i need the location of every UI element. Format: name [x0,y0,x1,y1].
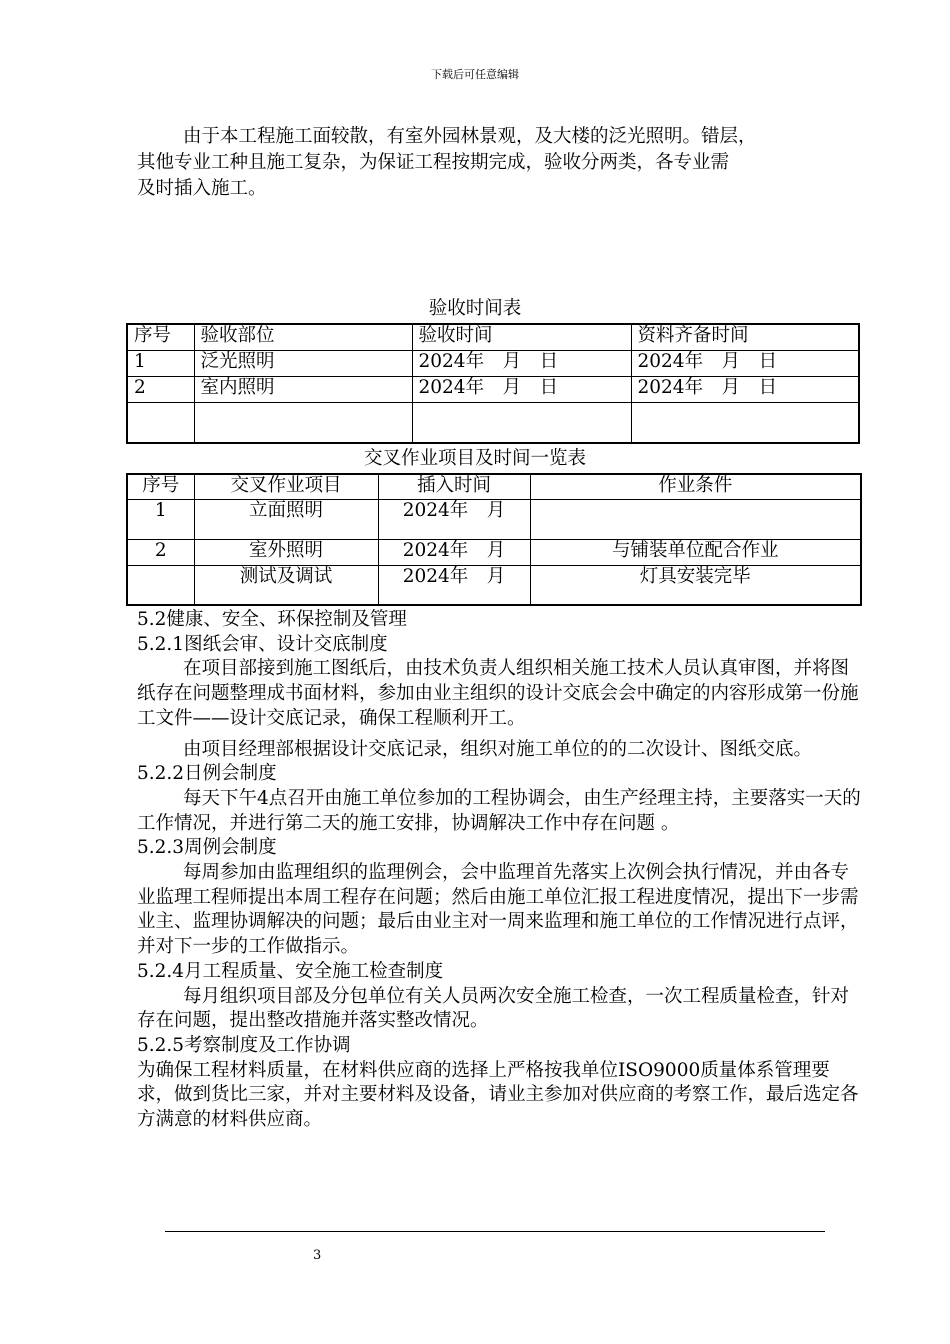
table-cell: 泛光照明 [194,350,412,376]
section-heading: 5.2健康、安全、环保控制及管理 [137,609,407,630]
section-heading: 5.2.3周例会制度 [137,837,277,859]
table-header-cell: 作业条件 [530,474,861,499]
table2-title: 交叉作业项目及时间一览表 [363,448,586,469]
table-header-cell: 验收部位 [194,324,412,350]
paragraph: 每月组织项目部及分包单位有关人员两次安全施工检查，一次工程质量检查，针对存在问题，提出整改措施并落实整改情况。 [137,985,850,1032]
table-cell: 2 [127,376,194,402]
table-header-cell: 资料齐备时间 [631,324,859,350]
paragraph: 每周参加由监理组织的监理例会，会中监理首先落实上次例会执行情况，并由各专业监理工程师提出本周工程存在问题；然后由施工单位汇报工程进度情况，提出下一步需业主、监理协调解决的问题；最后由业主对一周来监理和施工单位的工作情况进行点评，并对下一步的工作做指示。 [137,862,859,958]
table-header-cell: 序号 [127,474,194,499]
table1-title: 验收时间表 [428,298,522,319]
section-heading: 5.2.5考察制度及工作协调 [137,1034,351,1056]
table-cell [194,402,412,443]
table-cell: 室外照明 [194,539,378,565]
table-cell: 室内照明 [194,376,412,402]
table-cell: 测试及调试 [194,565,378,605]
cross-work-table [126,473,862,606]
header-note: 下载后可任意编辑 [431,68,519,81]
footer-rule [165,1231,825,1232]
page-number: 3 [313,1248,322,1263]
table-row [127,350,859,376]
table-cell: 与铺装单位配合作业 [530,539,861,565]
table-row [127,539,861,565]
section-heading: 5.2.1图纸会审、设计交底制度 [137,633,388,655]
table-header-cell: 插入时间 [378,474,530,499]
section-heading: 5.2.4月工程质量、安全施工检查制度 [137,960,444,982]
paragraph: 由项目经理部根据设计交底记录，组织对施工单位的的二次设计、图纸交底。 [183,738,813,760]
table-cell: 2024年 月 [378,499,530,539]
table-cell: 灯具安装完毕 [530,565,861,605]
section-heading: 5.2.2日例会制度 [137,763,277,785]
table-header-cell: 验收时间 [412,324,631,350]
document-body [137,608,862,1133]
table-cell: 2024年 月 [378,565,530,605]
table-cell: 2 [127,539,194,565]
table-row [127,499,861,539]
table-header-cell: 序号 [127,324,194,350]
intro-paragraph [137,124,867,202]
table-cell [530,499,861,539]
table-cell [631,402,859,443]
table-cell: 1 [127,350,194,376]
table-cell: 立面照明 [194,499,378,539]
table-row [127,402,859,443]
table-cell: 2024年 月 日 [631,350,859,376]
table-cell [412,402,631,443]
intro-line: 及时插入施工。 [137,178,267,199]
table-cell: 2024年 月 日 [412,350,631,376]
intro-line: 由于本工程施工面较散，有室外园林景观，及大楼的泛光照明。错层， [183,126,757,147]
paragraph: 每天下午4点召开由施工单位参加的工程协调会，由生产经理主持，主要落实一天的工作情况，并进行第二天的施工安排，协调解决工作中存在问题 。 [137,787,861,834]
table-cell [127,565,194,605]
table-cell: 1 [127,499,194,539]
table-row [127,565,861,605]
table-header-row [127,474,861,499]
table-cell [127,402,194,443]
table-cell: 2024年 月 [378,539,530,565]
table-cell: 2024年 月 日 [412,376,631,402]
table-cell: 2024年 月 日 [631,376,859,402]
table-header-cell: 交叉作业项目 [194,474,378,499]
intro-line: 其他专业工种且施工复杂，为保证工程按期完成，验收分两类，各专业需 [137,152,730,173]
paragraph: 为确保工程材料质量，在材料供应商的选择上严格按我单位ISO9000质量体系管理要求，做到货比三家，并对主要材料及设备，请业主参加对供应商的考察工作，最后选定各方满意的材料供应商。 [137,1059,859,1131]
table-row [127,376,859,402]
acceptance-schedule-table [126,323,860,444]
paragraph: 在项目部接到施工图纸后，由技术负责人组织相关施工技术人员认真审图，并将图纸存在问题整理成书面材料，参加由业主组织的设计交底会会中确定的内容形成第一份施工文件——设计交底记录，确保工程顺利开工。 [137,658,859,729]
table-header-row [127,324,859,350]
